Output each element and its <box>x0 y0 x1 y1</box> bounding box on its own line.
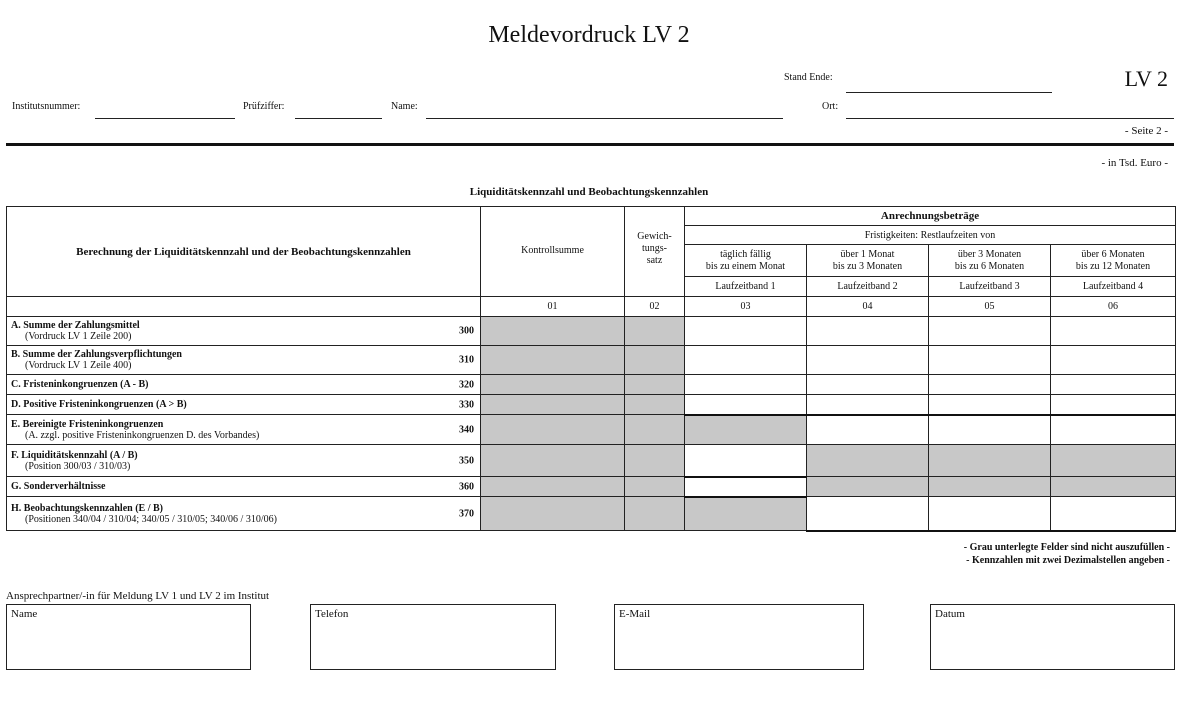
form-notes <box>964 541 1170 567</box>
row-code: 340 <box>459 424 474 435</box>
grey-cell <box>807 477 929 497</box>
input-cell-370-04[interactable] <box>807 497 929 531</box>
stand-ende-label: Stand Ende: <box>784 72 833 83</box>
grey-cell <box>481 415 625 445</box>
grey-cell <box>807 445 929 477</box>
grey-cell <box>1051 445 1176 477</box>
institutsnummer-label: Institutsnummer: <box>12 101 81 112</box>
grey-cell <box>625 445 685 477</box>
stand-ende-field[interactable] <box>846 92 1052 93</box>
input-cell-320-05[interactable] <box>929 375 1051 395</box>
row-title: F. Liquiditätskennzahl (A / B) <box>11 449 138 461</box>
row-code: 360 <box>459 481 474 492</box>
contact-email-label: E-Mail <box>619 608 651 620</box>
row-b-label <box>7 346 481 375</box>
row-title: B. Summe der Zahlungsverpflichtungen <box>11 349 182 360</box>
band-3-name: Laufzeitband 3 <box>929 277 1051 297</box>
grey-cell <box>625 497 685 531</box>
input-cell-310-03[interactable] <box>685 346 807 375</box>
grey-cell <box>625 375 685 395</box>
input-cell-330-05[interactable] <box>929 395 1051 415</box>
ort-label: Ort: <box>822 101 839 112</box>
grey-cell <box>929 477 1051 497</box>
col-fristigkeiten: Fristigkeiten: Restlaufzeiten von <box>685 226 1176 245</box>
col-gewichtung: Gewich- tungs- satz <box>625 207 685 297</box>
input-cell-310-06[interactable] <box>1051 346 1176 375</box>
input-cell-310-04[interactable] <box>807 346 929 375</box>
row-code: 310 <box>459 354 474 366</box>
row-subtitle: (Vordruck LV 1 Zeile 200) <box>25 331 132 342</box>
grey-cell <box>685 415 807 445</box>
col-num-05: 05 <box>929 297 1051 317</box>
input-cell-360-03[interactable] <box>685 477 807 497</box>
grey-cell <box>685 497 807 531</box>
row-header: Berechnung der Liquiditätskennzahl und der Beobachtungskennzahlen <box>7 207 481 297</box>
grey-cell <box>481 375 625 395</box>
note-decimals: - Kennzahlen mit zwei Dezimalstellen angeben - <box>966 555 1170 566</box>
col-kontrollsumme: Kontrollsumme <box>481 207 625 297</box>
row-title: C. Fristeninkongruenzen (A - B) <box>11 379 149 390</box>
grey-cell <box>481 317 625 346</box>
row-c-label <box>7 375 481 395</box>
row-title: D. Positive Fristeninkongruenzen (A > B) <box>11 399 187 410</box>
page-number: - Seite 2 - <box>1124 125 1168 137</box>
input-cell-300-04[interactable] <box>807 317 929 346</box>
grey-cell <box>481 477 625 497</box>
grey-cell <box>625 477 685 497</box>
grey-cell <box>625 317 685 346</box>
row-code: 350 <box>459 455 474 466</box>
table-title: Liquiditätskennzahl und Beobachtungskennzahlen <box>469 186 709 198</box>
col-num-03: 03 <box>685 297 807 317</box>
row-title: H. Beobachtungskennzahlen (E / B) <box>11 502 163 514</box>
input-cell-370-06[interactable] <box>1051 497 1176 531</box>
row-code: 300 <box>459 325 474 337</box>
col-num-01: 01 <box>481 297 625 317</box>
form-code: LV 2 <box>1124 66 1168 91</box>
row-g-label <box>7 477 481 497</box>
grey-cell <box>625 415 685 445</box>
row-code: 320 <box>459 379 474 390</box>
contact-datum-box[interactable] <box>930 604 1175 670</box>
row-subtitle: (Positionen 340/04 / 310/04; 340/05 / 310/05; 340/06 / 310/06) <box>25 513 277 525</box>
name-label: Name: <box>391 101 418 112</box>
input-cell-310-05[interactable] <box>929 346 1051 375</box>
input-cell-330-03[interactable] <box>685 395 807 415</box>
input-cell-350-03[interactable] <box>685 445 807 477</box>
ort-field[interactable] <box>846 118 1174 119</box>
row-code: 330 <box>459 399 474 410</box>
row-subtitle: (Position 300/03 / 310/03) <box>25 460 131 472</box>
note-grey-fields: - Grau unterlegte Felder sind nicht auszufüllen - <box>963 542 1170 553</box>
input-cell-320-04[interactable] <box>807 375 929 395</box>
name-field[interactable] <box>426 118 783 119</box>
row-subtitle: (A. zzgl. positive Fristeninkongruenzen D. des Vorbandes) <box>25 429 260 441</box>
grey-cell <box>481 346 625 375</box>
input-cell-340-04[interactable] <box>807 415 929 445</box>
input-cell-330-06[interactable] <box>1051 395 1176 415</box>
col-num-02: 02 <box>625 297 685 317</box>
band-3-label: über 3 Monaten bis zu 6 Monaten <box>929 245 1051 277</box>
row-f-label <box>7 445 481 477</box>
input-cell-320-06[interactable] <box>1051 375 1176 395</box>
row-subtitle: (Vordruck LV 1 Zeile 400) <box>25 360 132 371</box>
input-cell-300-03[interactable] <box>685 317 807 346</box>
row-title: E. Bereinigte Fristeninkongruenzen <box>11 418 164 430</box>
numbering-blank <box>7 297 481 317</box>
band-1-name: Laufzeitband 1 <box>685 277 807 297</box>
input-cell-320-03[interactable] <box>685 375 807 395</box>
grey-cell <box>481 445 625 477</box>
row-e-label <box>7 415 481 445</box>
grey-cell <box>929 445 1051 477</box>
contact-label: Ansprechpartner/-in für Meldung LV 1 und LV 2 im Institut <box>6 590 270 602</box>
band-2-name: Laufzeitband 2 <box>807 277 929 297</box>
input-cell-300-06[interactable] <box>1051 317 1176 346</box>
input-cell-370-05[interactable] <box>929 497 1051 531</box>
grey-cell <box>625 395 685 415</box>
pruefziffer-field[interactable] <box>295 118 382 119</box>
col-anrechnungsbetraege: Anrechnungsbeträge <box>685 207 1176 226</box>
institutsnummer-field[interactable] <box>95 118 235 119</box>
grey-cell <box>625 346 685 375</box>
contact-telefon-label: Telefon <box>315 608 349 620</box>
grey-cell <box>1051 477 1176 497</box>
contact-email-box[interactable] <box>614 604 864 670</box>
page-title: Meldevordruck LV 2 <box>488 22 690 48</box>
col-num-04: 04 <box>807 297 929 317</box>
band-1-label: täglich fällig bis zu einem Monat <box>685 245 807 277</box>
input-cell-330-04[interactable] <box>807 395 929 415</box>
contact-name-box[interactable] <box>6 604 251 670</box>
input-cell-340-06[interactable] <box>1051 415 1176 445</box>
header-divider <box>6 143 1174 146</box>
band-4-name: Laufzeitband 4 <box>1051 277 1176 297</box>
row-title: A. Summe der Zahlungsmittel <box>11 320 140 331</box>
row-d-label <box>7 395 481 415</box>
row-a-label <box>7 317 481 346</box>
row-h-label <box>7 497 481 531</box>
contact-name-label: Name <box>11 608 38 620</box>
row-title: G. Sonderverhältnisse <box>11 481 106 492</box>
contact-telefon-box[interactable] <box>310 604 556 670</box>
input-cell-340-05[interactable] <box>929 415 1051 445</box>
row-code: 370 <box>459 508 474 519</box>
unit-note: - in Tsd. Euro - <box>1101 157 1168 169</box>
band-4-label: über 6 Monaten bis zu 12 Monaten <box>1051 245 1176 277</box>
contact-datum-label: Datum <box>935 608 965 620</box>
grey-cell <box>481 497 625 531</box>
input-cell-300-05[interactable] <box>929 317 1051 346</box>
pruefziffer-label: Prüfziffer: <box>243 101 285 112</box>
liquidity-table <box>6 206 1176 532</box>
col-num-06: 06 <box>1051 297 1176 317</box>
band-2-label: über 1 Monat bis zu 3 Monaten <box>807 245 929 277</box>
grey-cell <box>481 395 625 415</box>
